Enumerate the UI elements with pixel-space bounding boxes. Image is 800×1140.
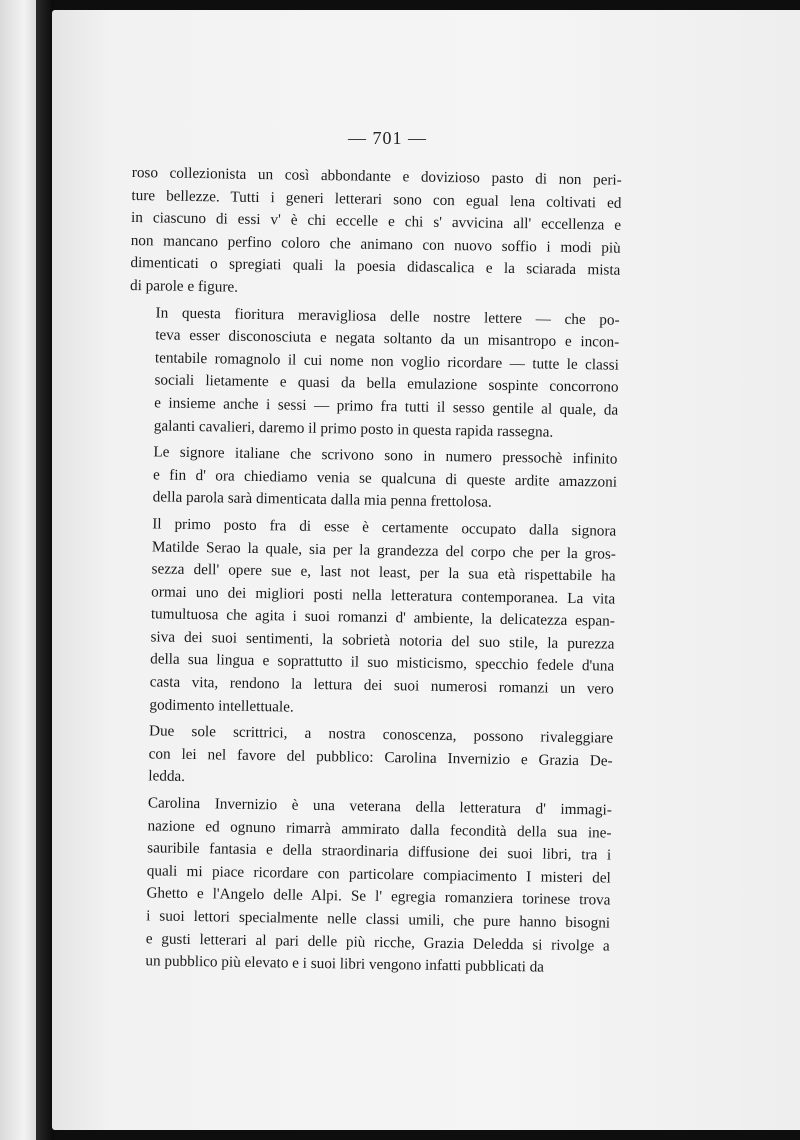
text-line: nazione ed ognuno rimarrà ammirato dalla fecondità della sua ine- bbox=[147, 816, 612, 842]
text-line: quali mi piace ricordare con particolare compiacimento I misteri del bbox=[146, 862, 611, 887]
text-line: con lei nel favore del pubblico: Carolina Invernizio e Grazia De- bbox=[148, 745, 613, 770]
text-line: non mancano perfino coloro che animano con nuovo soffio i modi più bbox=[130, 231, 621, 257]
text-line: godimento intellettuale. bbox=[149, 695, 294, 716]
text-line: in ciascuno di essi v' è chi eccelle e chi s' avvicina all' eccellenza e bbox=[130, 209, 622, 234]
text-line: della sua lingua e soprattutto il suo misticismo, specchio fedele d'una bbox=[150, 650, 615, 676]
page-number: — 701 — bbox=[348, 128, 427, 148]
text-line: Matilde Serao la quale, sia per la grandezza del corpo che per la gros- bbox=[151, 537, 617, 563]
text-line: Ghetto e l'Angelo delle Alpi. Se l' egregia romanziera torinese trova bbox=[146, 884, 611, 910]
text-line: tumultuosa che agita i suoi romanzi d' ambiente, la delicatezza espan- bbox=[150, 605, 615, 630]
paragraph bbox=[119, 792, 612, 980]
text-line: i suoi lettori specialmente nelle classi umili, che pure hanno bisogni bbox=[146, 907, 611, 932]
text-line: Le signore italiane che scrivono sono in numero pressochè infinito bbox=[153, 443, 618, 468]
paragraph bbox=[130, 162, 622, 305]
text-line: dimenticati o spregiati quali la poesia didascalica e la sciarada mista bbox=[130, 254, 621, 280]
text-line: roso collezionista un così abbondante e dovizioso pasto di non peri- bbox=[131, 163, 622, 189]
text-line: In questa fioritura meravigliosa delle nostre lettere — che po- bbox=[155, 303, 620, 329]
text-line: ledda. bbox=[148, 767, 186, 786]
text-line: casta vita, rendono la lettura dei suoi numerosi romanzi un vero bbox=[149, 673, 614, 698]
text-line: sauribile fantasia e della straordinaria diffusione dei suoi libri, tra i bbox=[147, 839, 612, 864]
text-line: di parole e figure. bbox=[129, 276, 239, 296]
text-line: sezza dell' opere sue e, last not least, per la sua età rispettabile ha bbox=[151, 560, 616, 585]
text-line: siva dei suoi sentimenti, la sobrietà notoria del suo stile, la purezza bbox=[150, 628, 615, 653]
text-line: e insieme anche i sessi — primo fra tutti il sesso gentile al quale, da bbox=[154, 394, 619, 419]
text-line: Due sole scrittrici, a nostra conoscenza, possono rivaleggiare bbox=[148, 722, 614, 747]
text-line: Il primo posto fra di esse è certamente occupato dalla signora bbox=[152, 515, 617, 540]
text-line: tentabile romagnolo il cui nome non voglio ricordare — tutte le classi bbox=[154, 349, 620, 374]
paragraph bbox=[128, 302, 620, 445]
text-line: Carolina Invernizio è una veterana della letteratura d' immagi- bbox=[147, 794, 613, 819]
paragraph bbox=[122, 720, 613, 795]
text-line: della parola sarà dimenticata dalla mia penna frettolosa. bbox=[152, 488, 492, 512]
paragraph bbox=[127, 441, 618, 516]
text-line: e fin d' ora chiediamo venia se qualcuna di queste ardite amazzoni bbox=[152, 466, 618, 491]
text-line: teva esser disconosciuta e negata soltanto da un misantropo e incon- bbox=[155, 326, 620, 351]
paragraph bbox=[123, 513, 616, 724]
text-line: un pubblico più elevato e i suoi libri vengono infatti pubblicati da bbox=[145, 952, 545, 976]
text-line: sociali lietamente e quasi da bella emulazione sospinte concorrono bbox=[154, 371, 619, 397]
body-text bbox=[119, 162, 622, 980]
text-line: e gusti letterari al pari delle più ricche, Grazia Deledda si rivolge a bbox=[145, 929, 610, 955]
text-line: ture bellezze. Tutti i generi letterari sono con egual lena coltivati ed bbox=[131, 186, 622, 212]
text-line: ormai uno dei migliori posti nella letteratura contemporanea. La vita bbox=[151, 583, 616, 608]
text-line: galanti cavalieri, daremo il primo posto in questa rapida rassegna. bbox=[153, 416, 554, 441]
facing-page-edge bbox=[0, 0, 40, 1140]
